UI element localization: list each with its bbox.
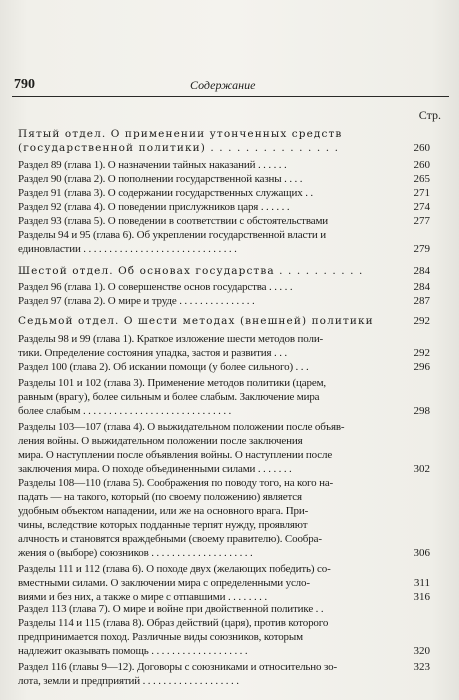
- toc-page-number: 316: [413, 591, 430, 603]
- toc-entry-text: равным (врагу), более сильным и более слабым. Заключение мира: [18, 391, 320, 403]
- toc-page-number: 323: [413, 661, 430, 673]
- toc-page-number: 306: [413, 547, 430, 559]
- toc-page-number: 292: [413, 347, 430, 359]
- page-column-label: Стр.: [418, 108, 441, 122]
- toc-page-number: 320: [413, 645, 430, 657]
- toc-entry-text: Раздел 89 (глава 1). О назначении тайных наказаний . . . . . .: [18, 159, 287, 171]
- toc-entry-text: вместными силами. О заключении мира с определенными усло-: [18, 577, 310, 589]
- running-title: Содержание: [190, 78, 256, 92]
- toc-page-number: 260: [413, 159, 430, 171]
- toc-entry-text: Раздел 92 (глава 4). О поведении прислужников царя . . . . . .: [18, 201, 290, 213]
- toc-entry-text: заключения мира. О походе объединенными силами . . . . . . .: [18, 463, 292, 475]
- toc-entry-text: Разделы 94 и 95 (глава 6). Об укреплении государственной власти и: [18, 229, 326, 241]
- toc-page-number: 292: [413, 315, 430, 327]
- toc-page-number: 260: [413, 142, 430, 154]
- header-rule: [12, 96, 449, 97]
- toc-page-number: 298: [413, 405, 430, 417]
- page-number: 790: [14, 77, 35, 92]
- toc-entry-text: Раздел 96 (глава 1). О совершенстве основ государства . . . . .: [18, 281, 293, 293]
- toc-entry-text: Раздел 100 (глава 2). Об искании помощи (у более сильного) . . .: [18, 361, 309, 373]
- toc-entry-text: единовластии . . . . . . . . . . . . . . . . . . . . . . . . . . . . . .: [18, 243, 237, 255]
- toc-entry-text: надлежит оказывать помощь . . . . . . . . . . . . . . . . . . .: [18, 645, 248, 657]
- toc-entry-text: Разделы 114 и 115 (глава 8). Образ действий (царя), против которого: [18, 617, 329, 629]
- toc-page-number: 271: [413, 187, 430, 199]
- toc-entry-text: Раздел 113 (глава 7). О мире и войне при двойственной политике . .: [18, 603, 324, 615]
- toc-entry-text: (государственной политики) . . . . . . . . . . . . . . .: [18, 142, 340, 154]
- toc-entry-text: Пятый отдел. О применении утонченных средств: [18, 128, 343, 140]
- toc-entry-text: предпринимается поход. Различные виды союзников, которым: [18, 631, 303, 643]
- page-header: [0, 74, 459, 96]
- toc-entry-text: Раздел 90 (глава 2). О пополнении государственной казны . . . .: [18, 173, 303, 185]
- toc-entry-text: удобным объектом нападении, или же на основного врага. При-: [18, 505, 309, 517]
- toc-entry-text: жения о (выборе) союзников . . . . . . . . . . . . . . . . . . . .: [18, 547, 253, 559]
- toc-entry-text: виями и без них, а также о мире с отпавшими . . . . . . . .: [18, 591, 267, 603]
- toc-entry-text: Раздел 97 (глава 2). О мире и труде . . . . . . . . . . . . . . .: [18, 295, 255, 307]
- toc-entry-text: Седьмой отдел. О шести методах (внешней) политики: [18, 315, 374, 327]
- toc-page-number: 284: [413, 265, 430, 277]
- toc-entry-text: Раздел 93 (глава 5). О поведении в соответствии с обстоятельствами: [18, 215, 329, 227]
- toc-entry-text: более слабым . . . . . . . . . . . . . . . . . . . . . . . . . . . . .: [18, 405, 232, 417]
- toc-entry-text: лота, земли и предприятий . . . . . . . . . . . . . . . . . . .: [18, 675, 239, 687]
- toc-entry-text: Разделы 98 и 99 (глава 1). Краткое изложение шести методов поли-: [18, 333, 324, 345]
- toc-page-number: 279: [413, 243, 430, 255]
- toc-page-number: 302: [413, 463, 430, 475]
- toc-entry-text: Разделы 101 и 102 (глава 3). Применение методов политики (царем,: [18, 377, 327, 389]
- toc-page-number: 265: [413, 173, 430, 185]
- toc-entry-text: Раздел 116 (главы 9—12). Договоры с союзниками и относительно зо-: [18, 661, 337, 673]
- toc-entry-text: Разделы 108—110 (глава 5). Соображения по поводу того, на кого на-: [18, 477, 334, 489]
- toc-entry-text: мира. О наступлении после объявления войны. О наступлении после: [18, 449, 333, 461]
- toc-page-number: 274: [413, 201, 430, 213]
- toc-entry-text: падать — на такого, который (по своему положению) является: [18, 491, 302, 503]
- toc-entry-text: ления войны. О выжидательном положении после заключения: [18, 435, 303, 447]
- toc-entry-text: Разделы 103—107 (глава 4). О выжидательном положении после объяв-: [18, 421, 345, 433]
- toc-page-number: 296: [413, 361, 430, 373]
- toc-entry-text: чины, вследствие которых подданные терпят нужду, проявляют: [18, 519, 308, 531]
- toc-page-number: 287: [413, 295, 430, 307]
- toc-entry-text: Шестой отдел. Об основах государства . . . . . . . . . .: [18, 265, 364, 277]
- toc-entry-text: алчность и становятся враждебными (своему правителю). Сообра-: [18, 533, 322, 545]
- toc-entry-text: Разделы 111 и 112 (глава 6). О походе двух (желающих победить) со-: [18, 563, 331, 575]
- toc-entry-text: Раздел 91 (глава 3). О содержании государственных служащих . .: [18, 187, 313, 199]
- toc-entry-text: тики. Определение состояния упадка, застоя и развития . . .: [18, 347, 288, 359]
- toc-page-number: 284: [413, 281, 430, 293]
- toc-page-number: 277: [413, 215, 430, 227]
- toc-page-number: 311: [413, 577, 430, 589]
